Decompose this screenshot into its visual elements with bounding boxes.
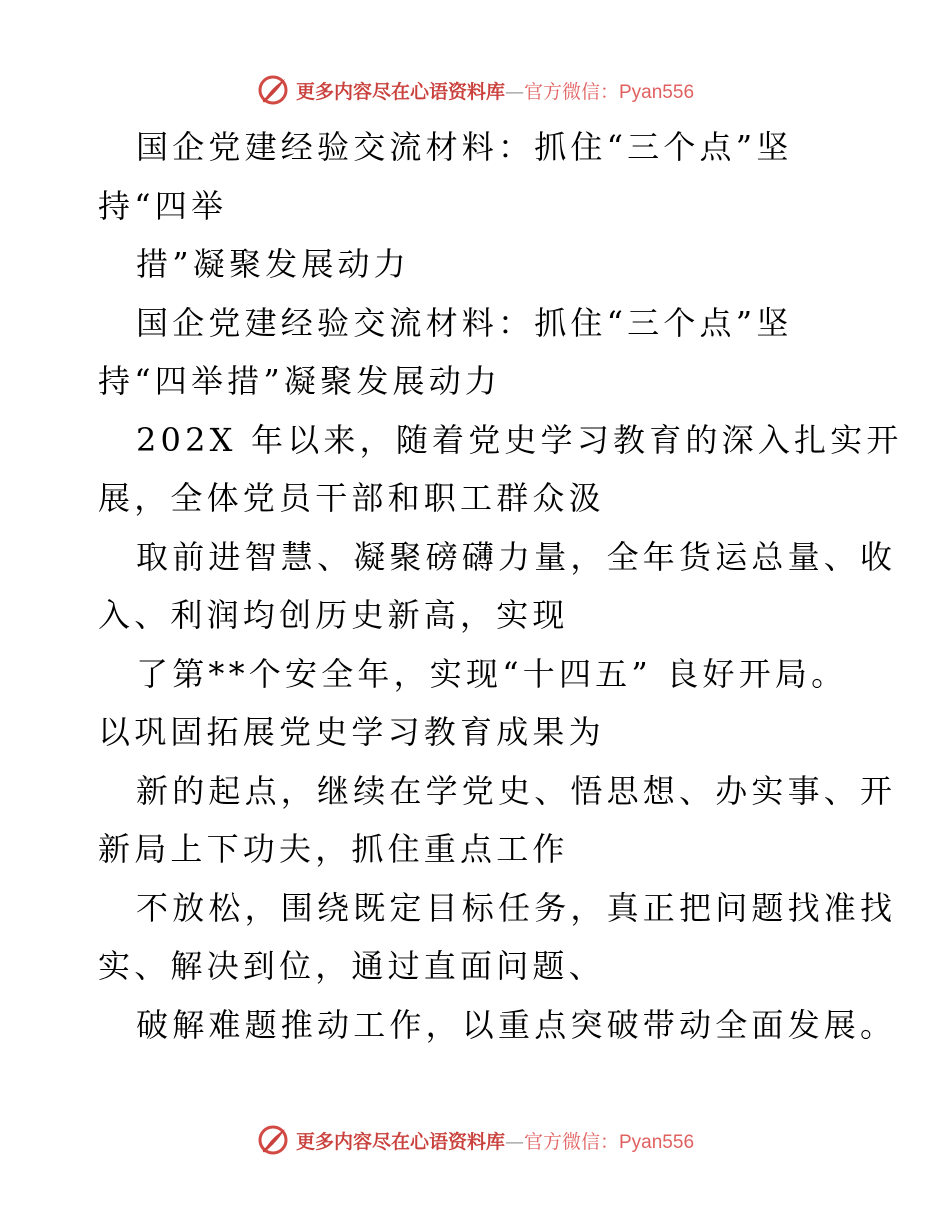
text-line: 展，全体党员干部和职工群众汲 xyxy=(98,479,605,517)
text-line: 取前进智慧、凝聚磅礴力量，全年货运总量、收 xyxy=(136,537,897,576)
text-line: 国企党建经验交流材料：抓住“三个点”坚 xyxy=(136,303,793,342)
text-line: 新的起点，继续在学党史、悟思想、办实事、开 xyxy=(136,771,897,810)
watermark-text xyxy=(296,1127,694,1154)
document-body xyxy=(98,118,903,1054)
text-line: 不放松，围绕既定目标任务，真正把问题找准找 xyxy=(136,888,897,927)
text-line: 国企党建经验交流材料：抓住“三个点”坚 xyxy=(136,128,793,166)
quill-logo-icon xyxy=(256,73,290,107)
watermark-dash: — xyxy=(504,80,524,103)
text-line: 持“四举措”凝聚发展动力 xyxy=(98,362,502,400)
text-line: 措”凝聚发展动力 xyxy=(136,245,410,283)
text-line: 了第**个安全年，实现“十四五” 良好开局。 xyxy=(136,654,848,693)
watermark-label: 官方微信： xyxy=(523,1130,619,1153)
quill-logo-icon xyxy=(256,1123,290,1157)
footer-watermark xyxy=(0,1120,950,1160)
text-line: 以巩固拓展党史学习教育成果为 xyxy=(98,713,605,751)
watermark-wechat-id: Pyan556 xyxy=(619,81,695,103)
watermark-wechat-id: Pyan556 xyxy=(619,1131,695,1153)
watermark-label: 官方微信： xyxy=(523,80,619,103)
header-watermark xyxy=(0,70,950,110)
text-line: 持“四举 xyxy=(98,186,228,225)
watermark-text xyxy=(296,77,694,104)
watermark-dash: — xyxy=(504,1130,524,1153)
watermark-brand: 更多内容尽在心语资料库 xyxy=(295,80,505,103)
text-line: 202X 年以来，随着党史学习教育的深入扎实开 xyxy=(136,420,903,459)
text-line: 破解难题推动工作，以重点突破带动全面发展。 xyxy=(136,1005,897,1044)
text-line: 实、解决到位，通过直面问题、 xyxy=(98,947,605,985)
watermark-brand: 更多内容尽在心语资料库 xyxy=(295,1130,505,1153)
text-line: 新局上下功夫，抓住重点工作 xyxy=(98,830,569,868)
text-line: 入、利润均创历史新高，实现 xyxy=(98,596,569,634)
